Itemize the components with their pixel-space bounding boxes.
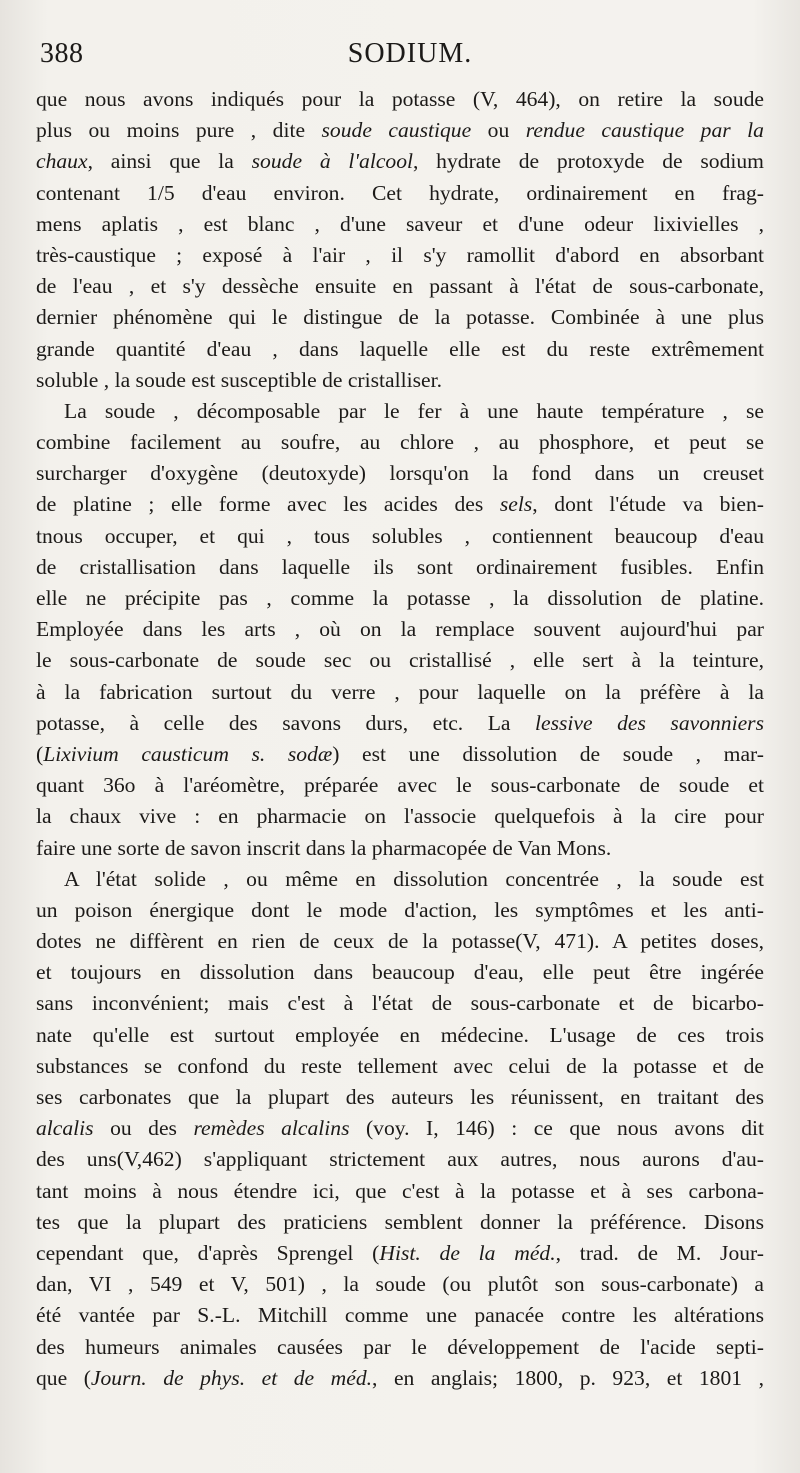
text-line [36, 240, 764, 271]
text-line [36, 801, 764, 832]
text-segment: plus ou moins pure , dite [36, 118, 322, 143]
text-line [36, 1238, 764, 1269]
text-line [36, 895, 764, 926]
text-segment: Employée dans les arts , où on la remplace souvent aujourd'hui par [36, 617, 764, 642]
italic-text: rendue caustique par la [525, 118, 764, 143]
text-line [36, 957, 764, 988]
text-line [36, 427, 764, 458]
text-line [36, 1300, 764, 1331]
text-line [36, 1332, 764, 1363]
text-segment: ou [471, 118, 526, 143]
text-line [36, 521, 764, 552]
text-line [36, 552, 764, 583]
text-line [36, 770, 764, 801]
text-line [36, 1051, 764, 1082]
text-line [36, 396, 764, 427]
text-segment: , dont l'étude va bien- [532, 492, 764, 517]
text-line [36, 489, 764, 520]
text-line [36, 926, 764, 957]
text-line [36, 115, 764, 146]
text-line [36, 1363, 764, 1394]
text-segment: sans inconvénient; mais c'est à l'état de sous-carbonate et de bicarbo- [36, 991, 764, 1016]
body-text [36, 84, 764, 1394]
text-segment: un poison énergique dont le mode d'action, les symptômes et les anti- [36, 897, 764, 922]
text-line [36, 833, 764, 864]
text-line [36, 178, 764, 209]
text-segment: des humeurs animales causées par le développement de l'acide septi- [36, 1334, 764, 1359]
text-segment: mens aplatis , est blanc , d'une saveur et d'une odeur lixivielles , [36, 211, 764, 236]
text-line [36, 677, 764, 708]
text-line [36, 1144, 764, 1175]
italic-text: soude caustique [321, 118, 472, 143]
text-segment: substances se confond du reste tellement avec celui de la potasse et de [36, 1053, 764, 1078]
text-segment: tant moins à nous étendre ici, que c'est à la potasse et à ses carbona- [36, 1178, 764, 1203]
text-segment: de cristallisation dans laquelle ils sont ordinairement fusibles. Enfin [36, 554, 764, 579]
text-segment: des uns(V,462) s'appliquant strictement aux autres, nous aurons d'au- [36, 1147, 764, 1172]
text-line [36, 1207, 764, 1238]
text-segment: , trad. de M. Jour- [555, 1240, 764, 1265]
text-segment: contenant 1/5 d'eau environ. Cet hydrate, ordinairement en frag- [36, 180, 764, 205]
text-segment: combine facilement au soufre, au chlore , au phosphore, et peut se [36, 430, 764, 455]
text-line [36, 209, 764, 240]
italic-text: alcalis [36, 1116, 94, 1141]
italic-text: lessive des savonniers [535, 710, 764, 735]
text-segment: tnous occuper, et qui , tous solubles , contiennent beaucoup d'eau [36, 523, 764, 548]
text-segment: , hydrate de protoxyde de sodium [413, 149, 764, 174]
text-segment: soluble , la soude est susceptible de cristalliser. [36, 367, 442, 392]
text-segment: potasse, à celle des savons durs, etc. La [36, 710, 536, 735]
text-line [36, 988, 764, 1019]
italic-text: chaux [36, 149, 88, 174]
text-line [36, 334, 764, 365]
page-header [40, 38, 760, 78]
text-segment: grande quantité d'eau , dans laquelle elle est du reste extrêmement [36, 336, 764, 361]
text-segment: (voy. I, 146) : ce que nous avons dit [349, 1116, 764, 1141]
text-line [36, 365, 764, 396]
text-segment: surcharger d'oxygène (deutoxyde) lorsqu'on la fond dans un creuset [36, 461, 764, 486]
text-line [36, 271, 764, 302]
text-segment: à la fabrication surtout du verre , pour laquelle on la préfère à la [36, 679, 764, 704]
text-segment: que ( [36, 1365, 91, 1390]
text-segment: dotes ne diffèrent en rien de ceux de la potasse(V, 471). A petites doses, [36, 929, 764, 954]
text-segment: dan, VI , 549 et V, 501) , la soude (ou plutôt son sous-carbonate) a [36, 1272, 764, 1297]
italic-text: sels [499, 492, 533, 517]
text-segment: quant 36o à l'aréomètre, préparée avec le sous-carbonate de soude et [36, 773, 764, 798]
text-line [36, 1082, 764, 1113]
text-segment: de platine ; elle forme avec les acides des [36, 492, 500, 517]
italic-text: Journ. de phys. et de méd. [90, 1365, 373, 1390]
text-line [36, 708, 764, 739]
text-segment: ) est une dissolution de soude , mar- [332, 741, 764, 766]
italic-text: Hist. de la méd. [379, 1240, 556, 1265]
text-segment: que nous avons indiqués pour la potasse (V, 464), on retire la soude [36, 87, 764, 111]
text-line [36, 1176, 764, 1207]
text-line [36, 614, 764, 645]
text-line [36, 146, 764, 177]
text-line [36, 84, 764, 115]
text-segment: La soude , décomposable par le fer à une haute température , se [64, 398, 764, 423]
text-line [36, 1020, 764, 1051]
text-segment: été vantée par S.-L. Mitchill comme une panacée contre les altérations [36, 1303, 764, 1328]
text-segment: très-caustique ; exposé à l'air , il s'y ramollit d'abord en absorbant [36, 242, 764, 267]
text-segment: nate qu'elle est surtout employée en médecine. L'usage de ces trois [36, 1022, 764, 1047]
text-segment: ou des [93, 1116, 194, 1141]
text-line [36, 1113, 764, 1144]
text-segment: cependant que, d'après Sprengel ( [36, 1240, 380, 1265]
text-segment: et toujours en dissolution dans beaucoup d'eau, elle peut être ingérée [36, 960, 764, 985]
text-segment: dernier phénomène qui le distingue de la potasse. Combinée à une plus [36, 305, 764, 330]
text-line [36, 302, 764, 333]
text-segment: le sous-carbonate de soude sec ou cristallisé , elle sert à la teinture, [36, 648, 764, 673]
italic-text: remèdes alcalins [193, 1116, 350, 1141]
text-line [36, 739, 764, 770]
text-segment: tes que la plupart des praticiens semblent donner la préférence. Disons [36, 1209, 764, 1234]
text-segment: A l'état solide , ou même en dissolution concentrée , la soude est [64, 866, 764, 891]
text-line [36, 864, 764, 895]
text-segment: de l'eau , et s'y dessèche ensuite en passant à l'état de sous-carbonate, [36, 274, 764, 299]
text-line [36, 458, 764, 489]
text-segment: , ainsi que la [87, 149, 252, 174]
text-segment: , en anglais; 1800, p. 923, et 1801 , [372, 1365, 764, 1390]
text-segment: ( [36, 741, 44, 766]
running-title: SODIUM. [347, 38, 473, 69]
text-segment: elle ne précipite pas , comme la potasse , la dissolution de platine. [36, 586, 764, 610]
text-segment: faire une sorte de savon inscrit dans la pharmacopée de Van Mons. [36, 835, 612, 860]
text-line [36, 583, 764, 614]
text-segment: ses carbonates que la plupart des auteurs les réunissent, en traitant des [36, 1085, 764, 1109]
text-segment: la chaux vive : en pharmacie on l'associe quelquefois à la cire pour [36, 804, 764, 829]
page-number: 388 [40, 38, 84, 69]
text-line [36, 645, 764, 676]
italic-text: Lixivium causticum s. sodæ [43, 741, 333, 766]
italic-text: soude à l'alcool [251, 149, 413, 174]
text-line [36, 1269, 764, 1300]
